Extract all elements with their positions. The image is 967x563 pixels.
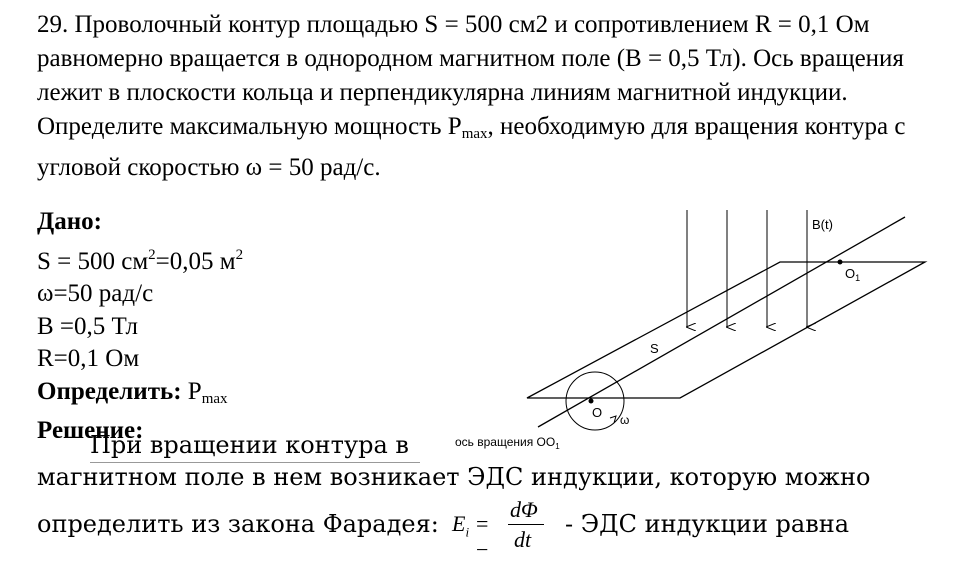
problem-statement (37, 8, 957, 185)
formula-e: E (452, 511, 466, 536)
area-si-sup: 2 (235, 246, 244, 263)
given-heading: Дано: (37, 208, 102, 235)
formula-emf (452, 511, 469, 540)
given-b: B =0,5 Тл (37, 312, 139, 340)
given-r: R=0,1 Ом (37, 345, 140, 372)
point-o (589, 399, 594, 404)
rotation-circle (566, 372, 624, 430)
label-o1: $O_1$ (845, 266, 861, 283)
label-omega: ω (620, 413, 630, 427)
formula-i: i (465, 524, 470, 540)
given-block (37, 206, 243, 448)
formula-equals: = − (476, 511, 489, 562)
area-si-value: =0,05 м (155, 247, 236, 275)
solution-line-1: При вращении контура в (90, 431, 409, 459)
formula-numerator: dΦ (510, 497, 538, 522)
formula-fraction-bar (508, 524, 544, 525)
label-o: O (592, 405, 603, 420)
find-sub: max (201, 390, 228, 407)
solution-line-3-tail: - ЭДС индукции равна (565, 510, 850, 538)
point-o1 (838, 260, 843, 265)
label-axis: ось вращения $OO_1$ (455, 435, 560, 451)
formula-denominator: dt (514, 527, 532, 552)
solution-heading: Решение: (37, 417, 144, 444)
given-omega: ω=50 рад/с (37, 280, 154, 307)
problem-text-end: , необходимую для вращения контура с угловой скоростью ω = 50 рад/с. (37, 113, 906, 181)
loop-contour (527, 262, 925, 398)
rotating-loop-diagram (450, 205, 960, 455)
rotation-axis (538, 217, 905, 427)
solution-line-3: определить из закона Фарадея: (37, 510, 439, 538)
find-p: P (181, 377, 202, 405)
given-find (37, 376, 243, 416)
solution-line-2: магнитном поле в нем возникает ЭДС индукции, которую можно (37, 463, 871, 491)
pmax-subscript: max (461, 126, 488, 142)
area-value: S = 500 см (37, 247, 149, 275)
problem-text: 29. Проволочный контур площадью S = 500 см2 и сопротивлением R = 0,1 Ом равномерно вращается в однородном магнитном поле (B = 0,5 Тл). Ось вращения лежит в плоскости кольца и перпендикулярна линиям магнитной индукции. Определите максимальную мощность P (37, 11, 904, 140)
find-label: Определить: (37, 377, 182, 405)
area-sup: 2 (148, 246, 156, 263)
label-s: S (650, 341, 659, 356)
given-area (37, 239, 243, 279)
label-b: B(t) (812, 217, 833, 232)
